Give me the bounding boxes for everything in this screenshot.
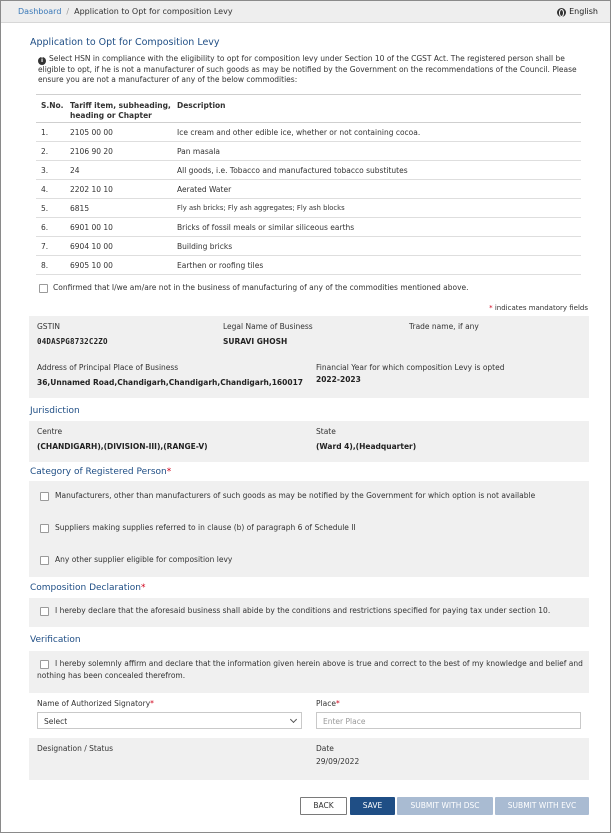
- intro-note: [38, 54, 590, 85]
- category-heading: [30, 467, 171, 478]
- legal-name-value: SURAVI GHOSH: [223, 337, 288, 346]
- signatory-required-star: *: [150, 699, 154, 708]
- row-tariff: 6904 10 00: [70, 242, 113, 251]
- globe-icon: [557, 8, 566, 17]
- place-required-star: *: [335, 699, 340, 708]
- table-row: [36, 180, 581, 199]
- address-label: Address of Principal Place of Business: [37, 363, 179, 372]
- table-row: [36, 218, 581, 237]
- table-row: [36, 237, 581, 256]
- mandatory-note: [489, 304, 588, 312]
- centre-label: Centre: [37, 427, 63, 436]
- header-tariff: [70, 101, 171, 121]
- row-desc: Ice cream and other edible ice, whether or not containing cocoa.: [177, 128, 421, 137]
- place-input[interactable]: [316, 712, 581, 729]
- row-tariff: 6905 10 00: [70, 261, 113, 270]
- row-tariff: 6815: [70, 204, 90, 213]
- mandatory-note-text: indicates mandatory fields: [494, 304, 588, 312]
- authorized-signatory-select[interactable]: [37, 712, 302, 729]
- state-label: State: [316, 427, 336, 436]
- intro-text: Select HSN in compliance with the eligibility to opt for composition levy under Section 10 of the CGST Act. The registered person shall be eligible to opt, if he is not a manufacturer of such goods as may be notified by the Government on the recommendations of the Council. Please ensure you are not a manufacturer of any of the below commodities:: [38, 54, 577, 84]
- jurisdiction-heading: Jurisdiction: [30, 406, 80, 416]
- signatory-label: [37, 699, 154, 709]
- info-icon: i: [38, 57, 46, 65]
- date-value: 29/09/2022: [316, 757, 360, 766]
- back-button[interactable]: BACK: [300, 797, 347, 815]
- category-option-checkbox[interactable]: [40, 556, 49, 565]
- date-label: Date: [316, 744, 334, 753]
- row-sno: 3.: [41, 166, 49, 175]
- submit-with-dsc-button[interactable]: SUBMIT WITH DSC: [397, 797, 493, 815]
- category-option-checkbox[interactable]: [40, 524, 49, 533]
- verification-text-line2: nothing has been concealed therefrom.: [37, 671, 186, 680]
- row-sno: 1.: [41, 128, 49, 137]
- row-tariff: 2105 00 00: [70, 128, 113, 137]
- row-desc: Bricks of fossil meals or similar siliceous earths: [177, 223, 355, 232]
- language-selector[interactable]: [557, 7, 598, 17]
- row-tariff: 6901 00 10: [70, 223, 113, 232]
- composition-declaration-checkbox[interactable]: [40, 607, 49, 616]
- row-desc: Building bricks: [177, 242, 233, 251]
- composition-heading: [30, 583, 145, 594]
- row-sno: 6.: [41, 223, 49, 232]
- row-sno: 5.: [41, 204, 49, 213]
- row-sno: 4.: [41, 185, 49, 194]
- verification-checkbox[interactable]: [40, 660, 49, 669]
- legal-name-label: Legal Name of Business: [223, 322, 313, 331]
- header-tariff-line2: heading or Chapter: [70, 111, 152, 120]
- header-sno: S.No.: [41, 101, 64, 110]
- composition-declaration-label: I hereby declare that the aforesaid business shall abide by the conditions and restrictions specified for paying tax under section 10.: [55, 606, 551, 615]
- header-tariff-line1: Tariff item, subheading,: [70, 101, 171, 110]
- verification-text-line1: I hereby solemnly affirm and declare that the information given herein above is true and correct to the best of my knowledge and belief and: [55, 659, 583, 668]
- page-title: Application to Opt for Composition Levy: [30, 37, 220, 48]
- designation-label: Designation / Status: [37, 744, 114, 753]
- row-desc: Earthen or roofing tiles: [177, 261, 264, 270]
- row-sno: 2.: [41, 147, 49, 156]
- gstin-label: GSTIN: [37, 322, 60, 331]
- gstin-value: 04DASPG8732C2ZO: [37, 337, 108, 346]
- trade-name-label: Trade name, if any: [409, 322, 479, 331]
- row-tariff: 2106 90 20: [70, 147, 113, 156]
- table-header: [36, 95, 581, 123]
- financial-year-label: Financial Year for which composition Levy is opted: [316, 363, 505, 372]
- header-description: Description: [177, 101, 226, 110]
- row-desc: Aerated Water: [177, 185, 232, 194]
- language-label: English: [569, 7, 598, 16]
- table-row: [36, 256, 581, 275]
- place-label-text: Place: [316, 699, 336, 708]
- mandatory-star: *: [489, 304, 493, 312]
- verification-heading: Verification: [30, 635, 81, 645]
- breadcrumb-separator: /: [66, 7, 70, 16]
- confirm-label: Confirmed that I/we am/are not in the business of manufacturing of any of the commodities mentioned above.: [53, 283, 469, 292]
- breadcrumb-current: Application to Opt for composition Levy: [74, 7, 233, 16]
- centre-value: (CHANDIGARH),(DIVISION-III),(RANGE-V): [37, 442, 208, 451]
- breadcrumb-dashboard-link[interactable]: Dashboard: [18, 7, 62, 16]
- breadcrumb: [18, 7, 233, 17]
- row-desc: All goods, i.e. Tobacco and manufactured tobacco substitutes: [177, 166, 408, 175]
- category-option-label: Any other supplier eligible for composition levy: [55, 555, 233, 564]
- row-desc: Fly ash bricks; Fly ash aggregates; Fly ash blocks: [177, 204, 345, 212]
- state-value: (Ward 4),(Headquarter): [316, 442, 417, 451]
- category-heading-text: Category of Registered Person: [30, 467, 167, 477]
- composition-required-star: *: [140, 583, 146, 593]
- commodities-table: [36, 94, 581, 275]
- financial-year-value: 2022-2023: [316, 375, 361, 384]
- composition-heading-text: Composition Declaration: [30, 583, 141, 593]
- category-required-star: *: [166, 467, 172, 477]
- signatory-selected-value: Select: [44, 717, 68, 726]
- category-option-label: Manufacturers, other than manufacturers of such goods as may be notified by the Government for which option is not available: [55, 491, 536, 500]
- table-row: [36, 161, 581, 180]
- row-sno: 7.: [41, 242, 49, 251]
- place-label: [316, 699, 340, 709]
- submit-with-evc-button[interactable]: SUBMIT WITH EVC: [495, 797, 589, 815]
- row-tariff: 24: [70, 166, 80, 175]
- table-row: [36, 142, 581, 161]
- place-placeholder: Enter Place: [323, 717, 366, 726]
- category-option-checkbox[interactable]: [40, 492, 49, 501]
- row-tariff: 2202 10 10: [70, 185, 113, 194]
- row-sno: 8.: [41, 261, 49, 270]
- address-value: 36,Unnamed Road,Chandigarh,Chandigarh,Chandigarh,160017: [37, 378, 304, 387]
- confirm-checkbox[interactable]: [39, 284, 48, 293]
- signatory-label-text: Name of Authorized Signatory: [37, 699, 151, 708]
- category-option-label: Suppliers making supplies referred to in clause (b) of paragraph 6 of Schedule II: [55, 523, 356, 532]
- chevron-down-icon: [290, 716, 297, 723]
- table-row: [36, 199, 581, 218]
- row-desc: Pan masala: [177, 147, 221, 156]
- table-row: [36, 123, 581, 142]
- save-button[interactable]: SAVE: [350, 797, 395, 815]
- top-bar: [1, 1, 610, 23]
